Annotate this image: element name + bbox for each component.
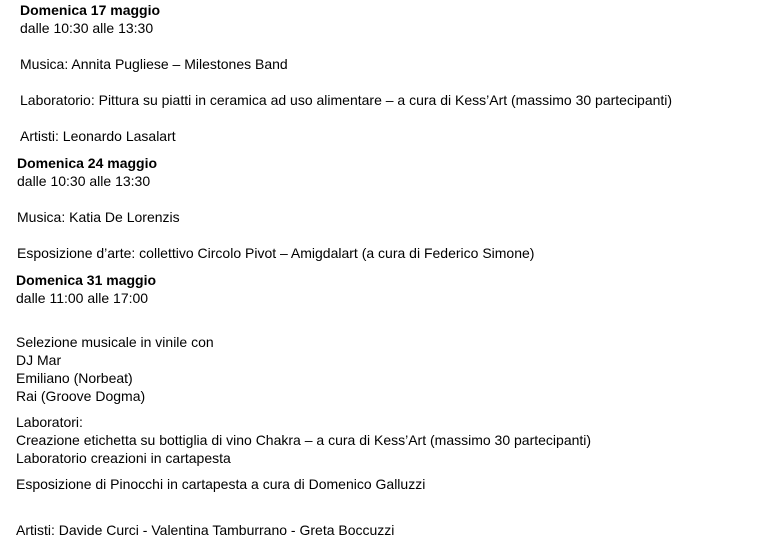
event3-workshops-label: Laboratori: <box>16 414 83 430</box>
event3-workshop-item: Creazione etichetta su bottiglia di vino Chakra – a cura di Kess’Art (massimo 30 partecipanti) <box>16 432 592 448</box>
event3-music-intro: Selezione musicale in vinile con <box>16 334 214 350</box>
event1-workshop: Laboratorio: Pittura su piatti in ceramica ad uso alimentare – a cura di Kess’Art (massimo 30 partecipanti) <box>20 92 673 108</box>
event3-dj-item: DJ Mar <box>16 352 62 368</box>
event3-time: dalle 11:00 alle 17:00 <box>16 290 149 306</box>
event1-time: dalle 10:30 alle 13:30 <box>20 20 154 36</box>
event3-dj-item: Emiliano (Norbeat) <box>16 370 133 386</box>
event2-heading: Domenica 24 maggio <box>17 155 158 171</box>
event1-heading: Domenica 17 maggio <box>20 2 161 18</box>
event3-heading: Domenica 31 maggio <box>16 272 157 288</box>
event2-time: dalle 10:30 alle 13:30 <box>17 173 151 189</box>
event2-exhibition: Esposizione d’arte: collettivo Circolo Pivot – Amigdalart (a cura di Federico Simone) <box>17 245 535 261</box>
event1-artists: Artisti: Leonardo Lasalart <box>20 128 176 144</box>
event3-dj-item: Rai (Groove Dogma) <box>16 388 146 404</box>
event2-music: Musica: Katia De Lorenzis <box>17 209 180 225</box>
event3-exhibition: Esposizione di Pinocchi in cartapesta a cura di Domenico Galluzzi <box>16 476 426 492</box>
event3-workshop-item: Laboratorio creazioni in cartapesta <box>16 450 231 466</box>
event3-artists: Artisti: Davide Curci - Valentina Tamburrano - Greta Boccuzzi <box>16 522 395 538</box>
event1-music: Musica: Annita Pugliese – Milestones Band <box>20 56 288 72</box>
